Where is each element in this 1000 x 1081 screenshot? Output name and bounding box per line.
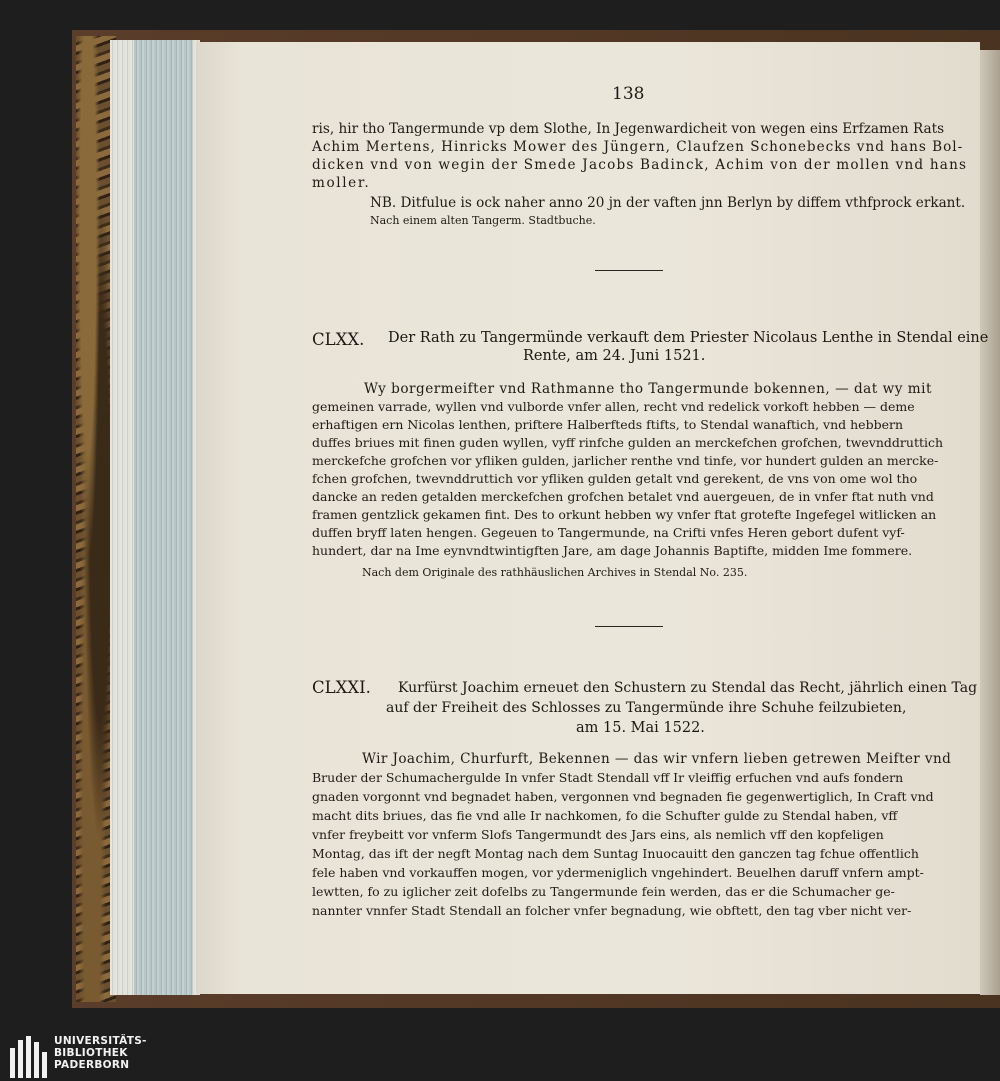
text-line: fchen grofchen, twevnddruttich vor yfliken gulden getalt vnd gerekent, de vns von ome wol tho [312,471,918,486]
text-line: Wy borgermeifter vnd Rathmanne tho Tangermunde bokennen, — dat wy mit [364,381,932,397]
section-divider [595,626,663,627]
text-line: duffen bryff laten hengen. Gegeuen to Tangermunde, na Crifti vnfes Heren gebort dufent vyf- [312,525,905,540]
text-line: fele haben vnd vorkauffen mogen, vor ydermeniglich vngehindert. Beuelhen daruff vnfern ampt- [312,865,924,880]
text-line: hundert, dar na Ime eynvndtwintigften Jare, am dage Johannis Baptifte, midden Ime fommere. [312,543,913,558]
library-name-line: PADERBORN [54,1059,130,1071]
section-number: CLXXI. [312,678,371,697]
section-title: Kurfürst Joachim erneuet den Schustern zu Stendal das Recht, jährlich einen Tag [398,680,978,696]
text-line: vnfer freybeitt vor vnferm Slofs Tangermundt des Jars eins, als nemlich vff den kopfeligen [312,827,884,842]
text-line: Montag, das ift der negft Montag nach dem Suntag Inuocauitt den ganczen tag fchue offentlich [312,846,919,861]
page-number: 138 [612,84,645,104]
library-name-line: BIBLIOTHEK [54,1047,128,1059]
section-number: CLXX. [312,330,365,349]
section-title: auf der Freiheit des Schlosses zu Tangermünde ihre Schuhe feilzubieten, [386,700,907,716]
text-line: Wir Joachim, Churfurft, Bekennen — das wir vnfern lieben getrewen Meifter vnd [362,751,952,767]
right-page-edge [980,50,1000,995]
text-line: nannter vnnfer Stadt Stendall an folcher vnfer begnadung, wie obftett, den tag vber nicht ver- [312,903,912,918]
text-line: gnaden vorgonnt vnd begnadet haben, vergonnen vnd begnaden fie gegenwertiglich, In Craft vnd [312,789,934,804]
text-line: dicken vnd von wegin der Smede Jacobs Badinck, Achim von der mollen vnd hans [312,157,968,173]
library-name-line: UNIVERSITÄTS- [54,1035,147,1047]
text-line: ris, hir tho Tangermunde vp dem Slothe, In Jegenwardicheit von wegen eins Erfzamen Rats [312,121,945,137]
text-line: dancke an reden getalden merckefchen grofchen betalet vnd auergeuen, de in vnfer ftat nuth vnd [312,489,934,504]
source-note: Nach dem Originale des rathhäuslichen Archives in Stendal No. 235. [362,566,748,579]
text-line: framen gentzlick gekamen fint. Des to orkunt hebben wy vnfer ftat grotefte Ingefegel witlicken an [312,507,937,522]
text-line: gemeinen varrade, wyllen vnd vulborde vnfer allen, recht vnd redelick vorkoft hebben — deme [312,399,915,414]
source-note: Nach einem alten Tangerm. Stadtbuche. [370,214,596,227]
section-title: Rente, am 24. Juni 1521. [523,348,706,364]
text-line: moller. [312,175,371,191]
section-title: am 15. Mai 1522. [576,720,705,736]
library-logo-icon [10,1036,50,1078]
text-line: lewtten, fo zu iglicher zeit dofelbs zu Tangermunde fein werden, das er die Schumacher ge- [312,884,895,899]
section-divider [595,270,663,271]
section-title: Der Rath zu Tangermünde verkauft dem Priester Nicolaus Lenthe in Stendal eine [388,330,989,346]
text-line: macht dits briues, das fie vnd alle Ir nachkomen, fo die Schufter gulde zu Stendal haben, vff [312,808,898,823]
text-line: merckefche grofchen vor yfliken gulden, jarlicher renthe vnd tinfe, vor hundert gulden an mercke- [312,453,939,468]
text-line: erhaftigen ern Nicolas lenthen, priftere Halberfteds ftifts, to Stendal wanaftich, vnd hebbern [312,417,903,432]
nb-line: NB. Ditfulue is ock naher anno 20 jn der vaften jnn Berlyn by diffem vthfprock erkant. [370,195,966,211]
page-stack-edges [110,40,200,995]
library-footer [0,1030,1000,1081]
text-line: Bruder der Schumachergulde In vnfer Stadt Stendall vff Ir vleiffig erfuchen vnd aufs fondern [312,770,904,785]
text-line: duffes briues mit finen guden wyllen, vyff rinfche gulden an merckefchen grofchen, twevnddruttich [312,435,944,450]
text-line: Achim Mertens, Hinricks Mower des Jüngern, Claufzen Schonebecks vnd hans Bol- [312,139,964,155]
